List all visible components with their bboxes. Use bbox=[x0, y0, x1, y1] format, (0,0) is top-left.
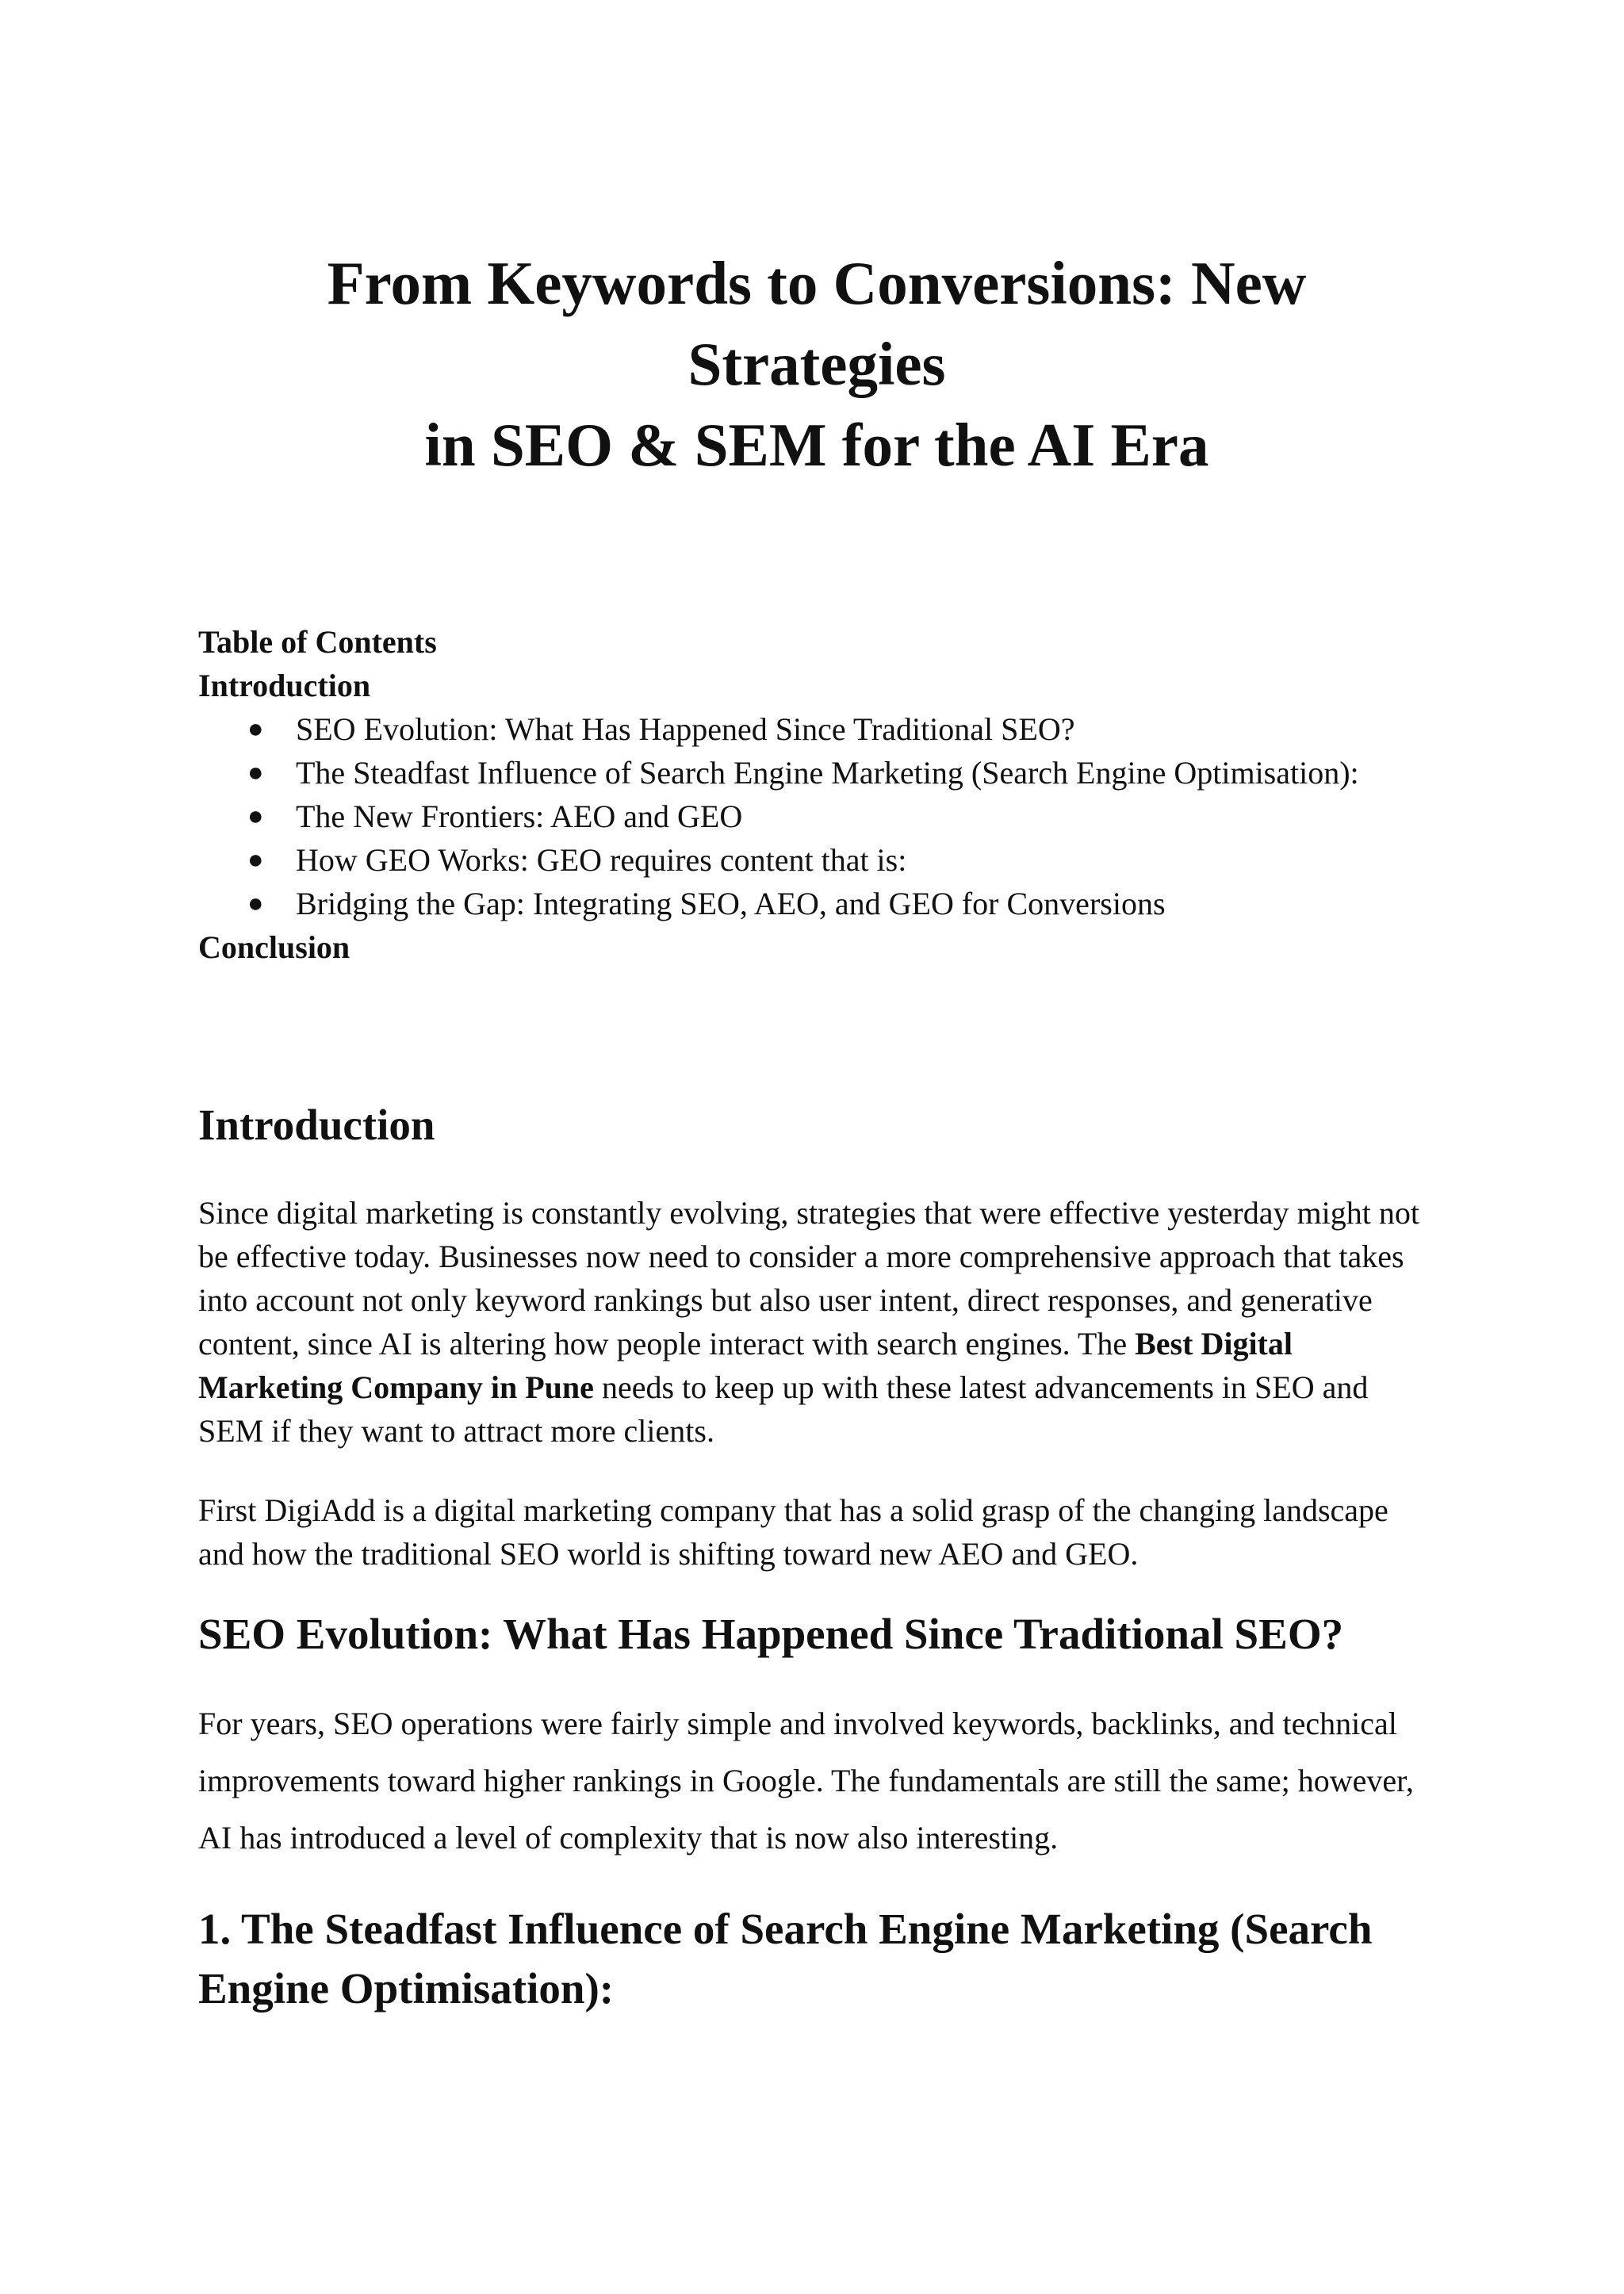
seo-evolution-paragraph: For years, SEO operations were fairly simple and involved keywords, backlinks, and technical improvements toward higher rankings in Google. The fundamentals are still the same; however, AI has introduced a level of complexity that is now also interesting. bbox=[198, 1706, 1414, 1855]
toc-list bbox=[198, 707, 1435, 925]
title-line-2: in SEO & SEM for the AI Era bbox=[424, 411, 1209, 479]
bullet-icon: ● bbox=[247, 889, 264, 918]
document-title bbox=[198, 243, 1435, 485]
intro-text-part-2: needs to keep up with these latest advancements in SEO and SEM if they want to attract more clients. bbox=[198, 1369, 1369, 1449]
steadfast-heading: 1. The Steadfast Influence of Search Engine Marketing (Search Engine Optimisation): bbox=[198, 1905, 1373, 2013]
toc-heading: Table of Contents bbox=[198, 624, 437, 660]
toc-item[interactable] bbox=[198, 707, 1435, 751]
bullet-icon: ● bbox=[247, 802, 264, 831]
title-line-1: From Keywords to Conversions: New Strategies bbox=[327, 249, 1307, 398]
bullet-icon: ● bbox=[247, 714, 264, 744]
introduction-paragraph-1 bbox=[198, 1191, 1435, 1453]
toc-item-label: Bridging the Gap: Integrating SEO, AEO, and GEO for Conversions bbox=[296, 886, 1166, 921]
toc-entry-conclusion[interactable]: Conclusion bbox=[198, 929, 350, 965]
table-of-contents bbox=[198, 620, 1435, 969]
bullet-icon: ● bbox=[247, 845, 264, 875]
toc-item-label: SEO Evolution: What Has Happened Since Traditional SEO? bbox=[296, 711, 1075, 747]
seo-evolution-heading: SEO Evolution: What Has Happened Since Traditional SEO? bbox=[198, 1610, 1344, 1658]
intro-bold-phrase: Best Digital Marketing Company in Pune bbox=[198, 1326, 1293, 1405]
introduction-heading: Introduction bbox=[198, 1101, 435, 1149]
toc-entry-introduction[interactable]: Introduction bbox=[198, 668, 371, 703]
introduction-paragraph-2: First DigiAdd is a digital marketing company that has a solid grasp of the changing landscape and how the traditional SEO world is shifting toward new AEO and GEO. bbox=[198, 1492, 1388, 1572]
toc-item-label: How GEO Works: GEO requires content that is: bbox=[296, 842, 907, 878]
toc-item[interactable] bbox=[198, 882, 1435, 925]
toc-item[interactable] bbox=[198, 795, 1435, 838]
intro-text-part-1: Since digital marketing is constantly evolving, strategies that were effective yesterday might not be effective today. Businesses now need to consider a more comprehensive approach that takes into account not only keyword rankings but also user intent, direct responses, and generative content, since AI is altering how people interact with search engines. The bbox=[198, 1195, 1419, 1361]
toc-item-label: The Steadfast Influence of Search Engine Marketing (Search Engine Optimisation): bbox=[296, 755, 1359, 791]
toc-item[interactable] bbox=[198, 751, 1435, 795]
bullet-icon: ● bbox=[247, 758, 264, 787]
toc-item[interactable] bbox=[198, 838, 1435, 882]
toc-item-label: The New Frontiers: AEO and GEO bbox=[296, 798, 743, 834]
